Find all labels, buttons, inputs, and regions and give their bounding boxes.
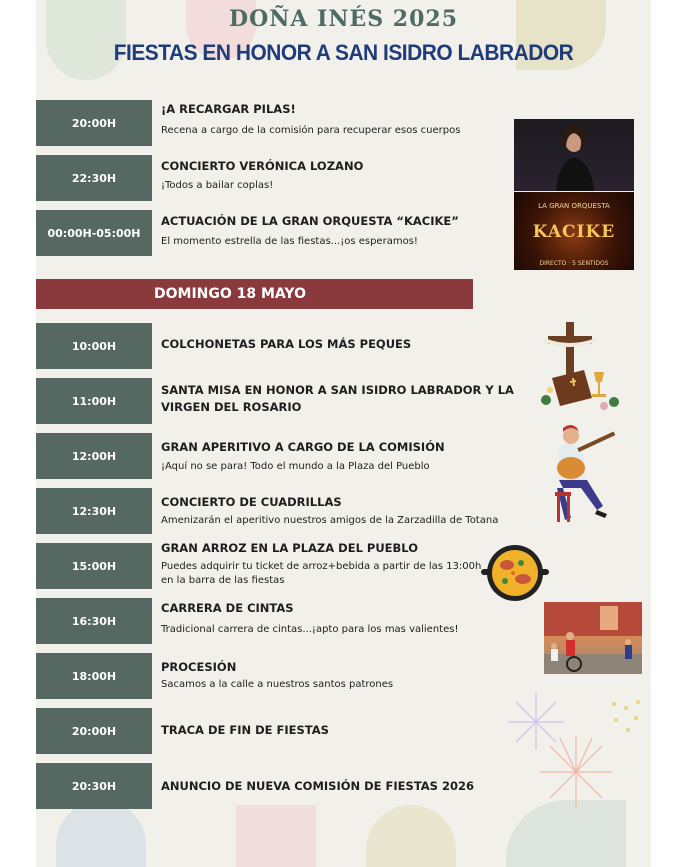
event-description: ¡Todos a bailar coplas!: [161, 180, 274, 191]
event-title: ACTUACIÓN DE LA GRAN ORQUESTA “KACIKE”: [161, 214, 459, 228]
event-time: 22:30H: [36, 155, 152, 201]
event-title: PROCESIÓN: [161, 660, 237, 674]
orchestra-poster: [514, 192, 634, 270]
event-description: Tradicional carrera de cintas...¡apto para los mas valientes!: [161, 624, 459, 635]
event-time: 12:00H: [36, 433, 152, 479]
orchestra-logo: KACIKE: [532, 222, 616, 242]
event-description: ¡Aquí no se para! Todo el mundo a la Plaza del Pueblo: [161, 461, 430, 472]
event-description: El momento estrella de las fiestas...¡os esperamos!: [161, 236, 418, 247]
event-place-year: DOÑA INÉS 2025: [228, 6, 459, 32]
event-time: 11:00H: [36, 378, 152, 424]
bg-shape-bottom-mid2: [366, 805, 456, 867]
page-title: FIESTAS EN HONOR A SAN ISIDRO LABRADOR: [113, 40, 574, 65]
event-title: ANUNCIO DE NUEVA COMISIÓN DE FIESTAS 2026: [161, 779, 474, 793]
paella-icon: [481, 543, 549, 605]
event-title: TRACA DE FIN DE FIESTAS: [161, 723, 329, 737]
event-title: CONCIERTO VERÓNICA LOZANO: [161, 159, 364, 173]
event-title: SANTA MISA EN HONOR A SAN ISIDRO LABRADOR Y LA VIRGEN DEL ROSARIO: [161, 383, 514, 414]
event-time: 15:00H: [36, 543, 152, 589]
event-time: 10:00H: [36, 323, 152, 369]
event-title: COLCHONETAS PARA LOS MÁS PEQUES: [161, 337, 412, 351]
event-title: ¡A RECARGAR PILAS!: [161, 102, 296, 116]
singer-silhouette: [514, 119, 634, 191]
bg-shape-bottom-mid: [236, 805, 316, 867]
guitar-player-icon: [541, 422, 626, 532]
fireworks-icon: [496, 690, 646, 810]
event-time: 00:00H-05:00H: [36, 210, 152, 256]
event-time: 18:00H: [36, 653, 152, 699]
bg-shape-bottom-right: [506, 800, 626, 867]
orchestra-subtitle: DIRECTO · 5 SENTIDOS: [539, 260, 609, 267]
event-description: Amenizarán el aperitivo nuestros amigos de la Zarzadilla de Totana: [161, 515, 499, 526]
bg-shape-bottom-left: [56, 800, 146, 867]
orchestra-poster-title: LA GRAN ORQUESTA: [538, 202, 610, 210]
cross-bible-icon: [534, 320, 634, 410]
ribbon-race-scene: [544, 602, 642, 674]
event-title: GRAN ARROZ EN LA PLAZA DEL PUEBLO: [161, 541, 418, 555]
ribbon-race-photo: [544, 602, 642, 674]
event-time: 20:30H: [36, 763, 152, 809]
day-banner: DOMINGO 18 MAYO: [36, 279, 473, 309]
event-time: 20:00H: [36, 708, 152, 754]
poster: [36, 0, 651, 867]
event-time: 20:00H: [36, 100, 152, 146]
singer-photo: [514, 119, 634, 191]
event-time: 12:30H: [36, 488, 152, 534]
event-title: CARRERA DE CINTAS: [161, 601, 294, 615]
event-description: Sacamos a la calle a nuestros santos patrones: [161, 679, 394, 690]
event-description: Puedes adquirir tu ticket de arroz+bebida a partir de las 13:00h en la barra de las fiestas: [161, 561, 482, 586]
event-description: Recena a cargo de la comisión para recuperar esos cuerpos: [161, 125, 461, 136]
event-title: GRAN APERITIVO A CARGO DE LA COMISIÓN: [161, 440, 445, 454]
event-time: 16:30H: [36, 598, 152, 644]
event-title: CONCIERTO DE CUADRILLAS: [161, 495, 342, 509]
